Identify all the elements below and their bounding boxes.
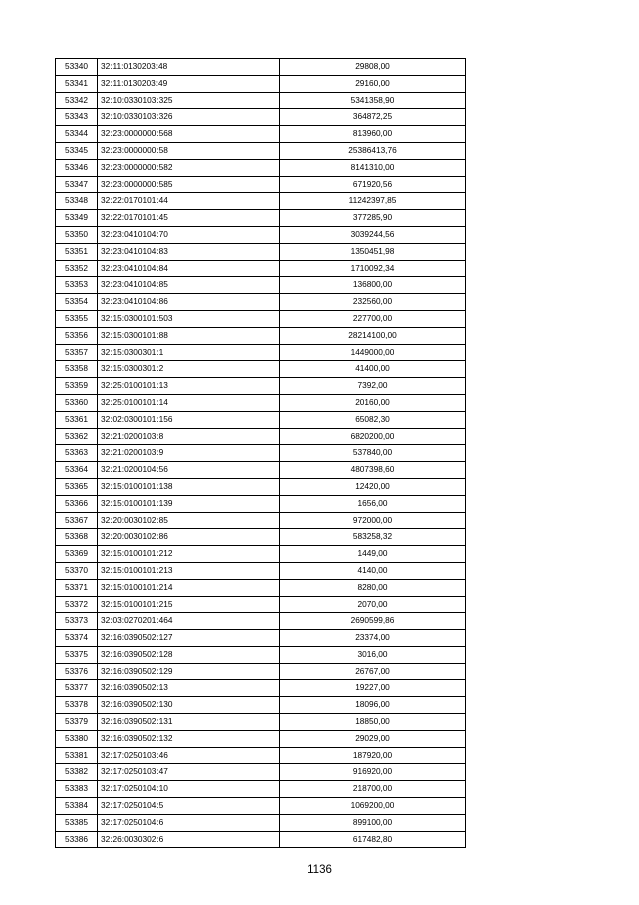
row-number-cell: 53360: [56, 394, 98, 411]
cadastral-value-cell: 20160,00: [280, 394, 466, 411]
cadastral-value-cell: 136800,00: [280, 277, 466, 294]
cadastral-value-cell: 18096,00: [280, 697, 466, 714]
cadastral-value-table: [55, 58, 466, 848]
row-number-cell: 53344: [56, 126, 98, 143]
table-row: [56, 747, 466, 764]
table-row: [56, 361, 466, 378]
table-row: [56, 462, 466, 479]
page-number: 1136: [307, 864, 332, 876]
cadastral-value-cell: 2070,00: [280, 596, 466, 613]
row-number-cell: 53345: [56, 142, 98, 159]
row-number-cell: 53357: [56, 344, 98, 361]
row-number-cell: 53379: [56, 714, 98, 731]
cadastral-value-cell: 364872,25: [280, 109, 466, 126]
table-row: [56, 344, 466, 361]
row-number-cell: 53381: [56, 747, 98, 764]
cadastral-number-cell: 32:16:0390502:129: [98, 663, 280, 680]
table-row: [56, 495, 466, 512]
cadastral-number-cell: 32:15:0100101:139: [98, 495, 280, 512]
cadastral-number-cell: 32:23:0000000:585: [98, 176, 280, 193]
table-row: [56, 394, 466, 411]
table-row: [56, 546, 466, 563]
table-row: [56, 680, 466, 697]
cadastral-value-cell: 972000,00: [280, 512, 466, 529]
cadastral-number-cell: 32:15:0100101:212: [98, 546, 280, 563]
cadastral-value-cell: 29160,00: [280, 75, 466, 92]
row-number-cell: 53375: [56, 646, 98, 663]
row-number-cell: 53371: [56, 579, 98, 596]
table-row: [56, 730, 466, 747]
cadastral-number-cell: 32:23:0000000:58: [98, 142, 280, 159]
table-row: [56, 378, 466, 395]
cadastral-value-cell: 1710092,34: [280, 260, 466, 277]
cadastral-value-cell: 2690599,86: [280, 613, 466, 630]
row-number-cell: 53363: [56, 445, 98, 462]
row-number-cell: 53386: [56, 831, 98, 848]
cadastral-value-cell: 6820200,00: [280, 428, 466, 445]
row-number-cell: 53347: [56, 176, 98, 193]
cadastral-number-cell: 32:23:0410104:85: [98, 277, 280, 294]
table-row: [56, 277, 466, 294]
row-number-cell: 53352: [56, 260, 98, 277]
table-row: [56, 478, 466, 495]
cadastral-value-cell: 1350451,98: [280, 243, 466, 260]
table-row: [56, 596, 466, 613]
cadastral-number-cell: 32:25:0100101:14: [98, 394, 280, 411]
cadastral-number-cell: 32:22:0170101:44: [98, 193, 280, 210]
row-number-cell: 53367: [56, 512, 98, 529]
table-row: [56, 294, 466, 311]
table-row: [56, 512, 466, 529]
table-row: [56, 260, 466, 277]
cadastral-value-cell: 583258,32: [280, 529, 466, 546]
cadastral-value-cell: 3016,00: [280, 646, 466, 663]
cadastral-number-cell: 32:17:0250104:6: [98, 814, 280, 831]
cadastral-value-cell: 4807398,60: [280, 462, 466, 479]
row-number-cell: 53380: [56, 730, 98, 747]
row-number-cell: 53342: [56, 92, 98, 109]
row-number-cell: 53356: [56, 327, 98, 344]
row-number-cell: 53383: [56, 781, 98, 798]
cadastral-value-cell: 7392,00: [280, 378, 466, 395]
cadastral-number-cell: 32:16:0390502:13: [98, 680, 280, 697]
cadastral-value-cell: 25386413,76: [280, 142, 466, 159]
table-row: [56, 764, 466, 781]
cadastral-value-cell: 12420,00: [280, 478, 466, 495]
cadastral-value-cell: 18850,00: [280, 714, 466, 731]
row-number-cell: 53384: [56, 798, 98, 815]
cadastral-number-cell: 32:16:0390502:132: [98, 730, 280, 747]
cadastral-value-cell: 65082,30: [280, 411, 466, 428]
cadastral-number-cell: 32:23:0410104:86: [98, 294, 280, 311]
cadastral-number-cell: 32:11:0130203:48: [98, 59, 280, 76]
table-row: [56, 814, 466, 831]
cadastral-value-cell: 41400,00: [280, 361, 466, 378]
cadastral-value-cell: 19227,00: [280, 680, 466, 697]
table-row: [56, 781, 466, 798]
row-number-cell: 53340: [56, 59, 98, 76]
row-number-cell: 53370: [56, 562, 98, 579]
row-number-cell: 53349: [56, 210, 98, 227]
cadastral-value-cell: 232560,00: [280, 294, 466, 311]
cadastral-value-cell: 8141310,00: [280, 159, 466, 176]
table-row: [56, 126, 466, 143]
cadastral-value-cell: 1656,00: [280, 495, 466, 512]
cadastral-value-cell: 227700,00: [280, 310, 466, 327]
cadastral-number-cell: 32:23:0410104:70: [98, 226, 280, 243]
cadastral-number-cell: 32:15:0300101:503: [98, 310, 280, 327]
cadastral-number-cell: 32:21:0200104:56: [98, 462, 280, 479]
row-number-cell: 53343: [56, 109, 98, 126]
cadastral-number-cell: 32:23:0410104:83: [98, 243, 280, 260]
table-row: [56, 613, 466, 630]
table-row: [56, 310, 466, 327]
cadastral-number-cell: 32:17:0250104:10: [98, 781, 280, 798]
row-number-cell: 53369: [56, 546, 98, 563]
cadastral-number-cell: 32:20:0030102:86: [98, 529, 280, 546]
cadastral-number-cell: 32:17:0250104:5: [98, 798, 280, 815]
cadastral-value-cell: 537840,00: [280, 445, 466, 462]
cadastral-value-cell: 26767,00: [280, 663, 466, 680]
cadastral-value-cell: 29029,00: [280, 730, 466, 747]
cadastral-value-cell: 671920,56: [280, 176, 466, 193]
row-number-cell: 53373: [56, 613, 98, 630]
table-row: [56, 59, 466, 76]
cadastral-value-cell: 1449000,00: [280, 344, 466, 361]
cadastral-number-cell: 32:22:0170101:45: [98, 210, 280, 227]
row-number-cell: 53372: [56, 596, 98, 613]
table-row: [56, 428, 466, 445]
cadastral-number-cell: 32:25:0100101:13: [98, 378, 280, 395]
cadastral-value-cell: 8280,00: [280, 579, 466, 596]
row-number-cell: 53366: [56, 495, 98, 512]
table-row: [56, 176, 466, 193]
row-number-cell: 53382: [56, 764, 98, 781]
cadastral-number-cell: 32:16:0390502:131: [98, 714, 280, 731]
cadastral-value-cell: 377285,90: [280, 210, 466, 227]
cadastral-value-cell: 813960,00: [280, 126, 466, 143]
cadastral-number-cell: 32:16:0390502:128: [98, 646, 280, 663]
table-row: [56, 646, 466, 663]
row-number-cell: 53374: [56, 630, 98, 647]
cadastral-number-cell: 32:21:0200103:9: [98, 445, 280, 462]
cadastral-value-cell: 11242397,85: [280, 193, 466, 210]
table-row: [56, 210, 466, 227]
table-row: [56, 562, 466, 579]
cadastral-number-cell: 32:15:0300101:88: [98, 327, 280, 344]
cadastral-value-cell: 1069200,00: [280, 798, 466, 815]
table-row: [56, 697, 466, 714]
table-row: [56, 159, 466, 176]
table-row: [56, 243, 466, 260]
cadastral-number-cell: 32:17:0250103:46: [98, 747, 280, 764]
row-number-cell: 53350: [56, 226, 98, 243]
cadastral-number-cell: 32:11:0130203:49: [98, 75, 280, 92]
cadastral-number-cell: 32:20:0030102:85: [98, 512, 280, 529]
cadastral-number-cell: 32:16:0390502:127: [98, 630, 280, 647]
row-number-cell: 53358: [56, 361, 98, 378]
cadastral-number-cell: 32:15:0300301:2: [98, 361, 280, 378]
cadastral-value-cell: 5341358,90: [280, 92, 466, 109]
table-row: [56, 109, 466, 126]
table-row: [56, 193, 466, 210]
row-number-cell: 53361: [56, 411, 98, 428]
table-row: [56, 327, 466, 344]
cadastral-number-cell: 32:15:0100101:213: [98, 562, 280, 579]
row-number-cell: 53355: [56, 310, 98, 327]
table-row: [56, 579, 466, 596]
table-row: [56, 411, 466, 428]
row-number-cell: 53341: [56, 75, 98, 92]
row-number-cell: 53353: [56, 277, 98, 294]
table-row: [56, 831, 466, 848]
table-row: [56, 714, 466, 731]
cadastral-value-cell: 218700,00: [280, 781, 466, 798]
cadastral-value-cell: 28214100,00: [280, 327, 466, 344]
row-number-cell: 53359: [56, 378, 98, 395]
table-body: [56, 59, 466, 848]
row-number-cell: 53346: [56, 159, 98, 176]
row-number-cell: 53385: [56, 814, 98, 831]
table-row: [56, 226, 466, 243]
cadastral-number-cell: 32:03:0270201:464: [98, 613, 280, 630]
cadastral-number-cell: 32:16:0390502:130: [98, 697, 280, 714]
cadastral-value-cell: 187920,00: [280, 747, 466, 764]
cadastral-number-cell: 32:23:0410104:84: [98, 260, 280, 277]
cadastral-value-cell: 23374,00: [280, 630, 466, 647]
cadastral-number-cell: 32:02:0300101:156: [98, 411, 280, 428]
row-number-cell: 53348: [56, 193, 98, 210]
cadastral-number-cell: 32:17:0250103:47: [98, 764, 280, 781]
row-number-cell: 53362: [56, 428, 98, 445]
row-number-cell: 53368: [56, 529, 98, 546]
table-row: [56, 529, 466, 546]
cadastral-value-cell: 29808,00: [280, 59, 466, 76]
table-row: [56, 142, 466, 159]
cadastral-number-cell: 32:23:0000000:568: [98, 126, 280, 143]
cadastral-value-cell: 899100,00: [280, 814, 466, 831]
row-number-cell: 53376: [56, 663, 98, 680]
table-row: [56, 798, 466, 815]
cadastral-number-cell: 32:23:0000000:582: [98, 159, 280, 176]
cadastral-number-cell: 32:15:0100101:138: [98, 478, 280, 495]
cadastral-number-cell: 32:15:0300301:1: [98, 344, 280, 361]
table-row: [56, 663, 466, 680]
table-row: [56, 92, 466, 109]
cadastral-value-cell: 1449,00: [280, 546, 466, 563]
table-row: [56, 630, 466, 647]
cadastral-value-cell: 916920,00: [280, 764, 466, 781]
cadastral-value-cell: 3039244,56: [280, 226, 466, 243]
cadastral-value-cell: 4140,00: [280, 562, 466, 579]
row-number-cell: 53351: [56, 243, 98, 260]
cadastral-number-cell: 32:10:0330103:326: [98, 109, 280, 126]
table-row: [56, 75, 466, 92]
table-row: [56, 445, 466, 462]
row-number-cell: 53364: [56, 462, 98, 479]
row-number-cell: 53354: [56, 294, 98, 311]
row-number-cell: 53365: [56, 478, 98, 495]
cadastral-number-cell: 32:15:0100101:214: [98, 579, 280, 596]
cadastral-value-cell: 617482,80: [280, 831, 466, 848]
cadastral-number-cell: 32:15:0100101:215: [98, 596, 280, 613]
row-number-cell: 53377: [56, 680, 98, 697]
cadastral-number-cell: 32:21:0200103:8: [98, 428, 280, 445]
row-number-cell: 53378: [56, 697, 98, 714]
cadastral-number-cell: 32:26:0030302:6: [98, 831, 280, 848]
cadastral-number-cell: 32:10:0330103:325: [98, 92, 280, 109]
